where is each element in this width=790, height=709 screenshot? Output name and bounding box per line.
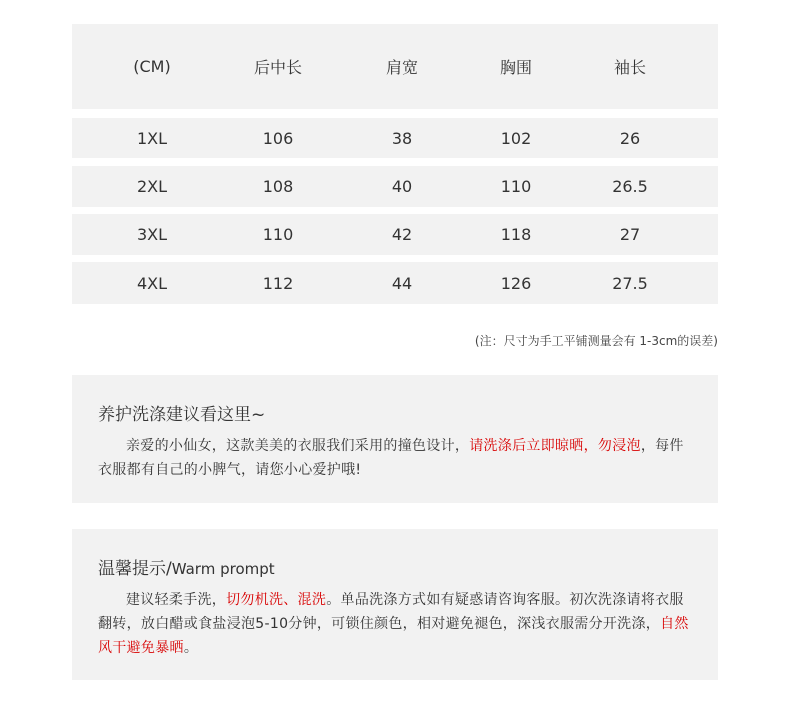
table-cell: 108 (262, 177, 294, 196)
header-sleeve: 袖长 (613, 58, 647, 77)
table-cell: 110 (262, 225, 294, 244)
measurement-note: (注：尺寸为手工平铺测量会有 1-3cm的误差) (474, 334, 718, 348)
wash-advice-text-part: 亲爱的小仙女，这款美美的衣服我们采用的撞色设计， (126, 438, 470, 454)
tips-panel (72, 529, 718, 680)
tips-title (98, 529, 692, 579)
table-cell: 26 (619, 128, 641, 148)
tips-warning-wash: 切勿机洗、混洗 (226, 592, 327, 608)
wash-advice-text-part: ，每件衣服都有自己的小脾气，请您小心爱护哦! (98, 438, 684, 478)
table-cell: 4XL (136, 273, 168, 293)
tips-title-en: Warm prompt (171, 560, 275, 578)
table-cell: 102 (500, 128, 532, 148)
tips-text-part: 建议轻柔手洗， (126, 592, 227, 608)
tips-text-part: 。单品洗涤方式如有疑惑请咨询客服。初次洗涤请将衣服翻转，放白醋或食盐浸泡5-10分钟，可锁住颜色，相对避免褪色，深浅衣服需分开洗涤， (98, 592, 684, 632)
table-cell: 42 (391, 225, 413, 244)
table-cell: 2XL (136, 177, 168, 196)
table-cell: 1XL (136, 128, 168, 148)
table-cell: 27 (619, 225, 641, 244)
tips-title-cn: 温馨提示/ (98, 559, 172, 579)
wash-advice-text (98, 434, 692, 482)
header-back-length: 后中长 (253, 58, 303, 77)
table-row (72, 166, 718, 207)
table-cell: 110 (500, 177, 532, 196)
wash-advice-panel (72, 375, 718, 503)
tips-text-part: 。 (183, 640, 199, 656)
table-cell: 38 (391, 128, 413, 148)
table-cell: 3XL (136, 225, 168, 244)
table-cell: 44 (391, 273, 413, 293)
table-cell: 26.5 (612, 177, 648, 196)
header-unit: (CM) (133, 57, 171, 76)
tips-text (98, 588, 692, 660)
tips-warning-dry: 自然风干避免暴晒 (98, 616, 689, 656)
header-chest: 胸围 (499, 58, 533, 77)
table-cell: 118 (500, 225, 532, 244)
table-cell: 27.5 (612, 273, 648, 293)
table-cell: 126 (500, 273, 532, 293)
table-cell: 112 (262, 273, 294, 293)
wash-advice-warning: 请洗涤后立即晾晒，勿浸泡 (469, 438, 641, 454)
table-cell: 40 (391, 177, 413, 196)
wash-advice-title: 养护洗涤建议看这里~ (98, 405, 266, 425)
table-cell: 106 (262, 128, 294, 148)
table-row (72, 118, 718, 158)
table-row (72, 262, 718, 304)
header-shoulder: 肩宽 (385, 58, 419, 77)
table-header-row (72, 24, 718, 109)
table-row (72, 214, 718, 255)
